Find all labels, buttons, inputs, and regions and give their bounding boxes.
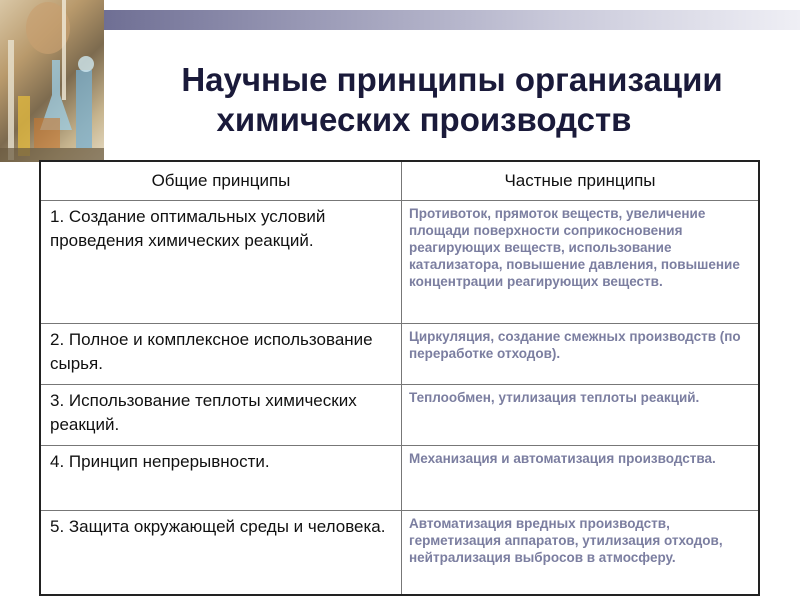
general-principle-cell: 5. Защита окружающей среды и человека. <box>40 511 402 596</box>
page-title <box>104 60 800 140</box>
header-general-principles: Общие принципы <box>40 161 402 201</box>
table-row <box>40 324 759 385</box>
specific-principle-cell: Автоматизация вредных производств, герметизация аппаратов, утилизация отходов, нейтрализация выбросов в атмосферу. <box>402 511 760 596</box>
general-principle-cell: 1. Создание оптимальных условий проведения химических реакций. <box>40 201 402 324</box>
specific-principle-cell: Механизация и автоматизация производства. <box>402 446 760 511</box>
table-row <box>40 201 759 324</box>
specific-principle-cell: Циркуляция, создание смежных производств (по переработке отходов). <box>402 324 760 385</box>
general-principle-cell: 3. Использование теплоты химических реакций. <box>40 385 402 446</box>
specific-principle-cell: Противоток, прямоток веществ, увеличение площади поверхности соприкосновения реагирующих веществ, использование катализатора, повышение давления, повышение концентрации реагирующих веществ. <box>402 201 760 324</box>
header-specific-principles: Частные принципы <box>402 161 760 201</box>
general-principle-cell: 4. Принцип непрерывности. <box>40 446 402 511</box>
title-line-1: Научные принципы организации <box>181 61 723 98</box>
general-principle-cell: 2. Полное и комплексное использование сырья. <box>40 324 402 385</box>
specific-principle-cell: Теплообмен, утилизация теплоты реакций. <box>402 385 760 446</box>
lab-photo <box>0 0 104 162</box>
table-row <box>40 446 759 511</box>
table-row <box>40 385 759 446</box>
table-row <box>40 511 759 596</box>
principles-table <box>39 160 760 596</box>
table-header-row <box>40 161 759 201</box>
header-gradient-bar <box>104 10 800 30</box>
title-line-2: химических производств <box>216 101 632 138</box>
